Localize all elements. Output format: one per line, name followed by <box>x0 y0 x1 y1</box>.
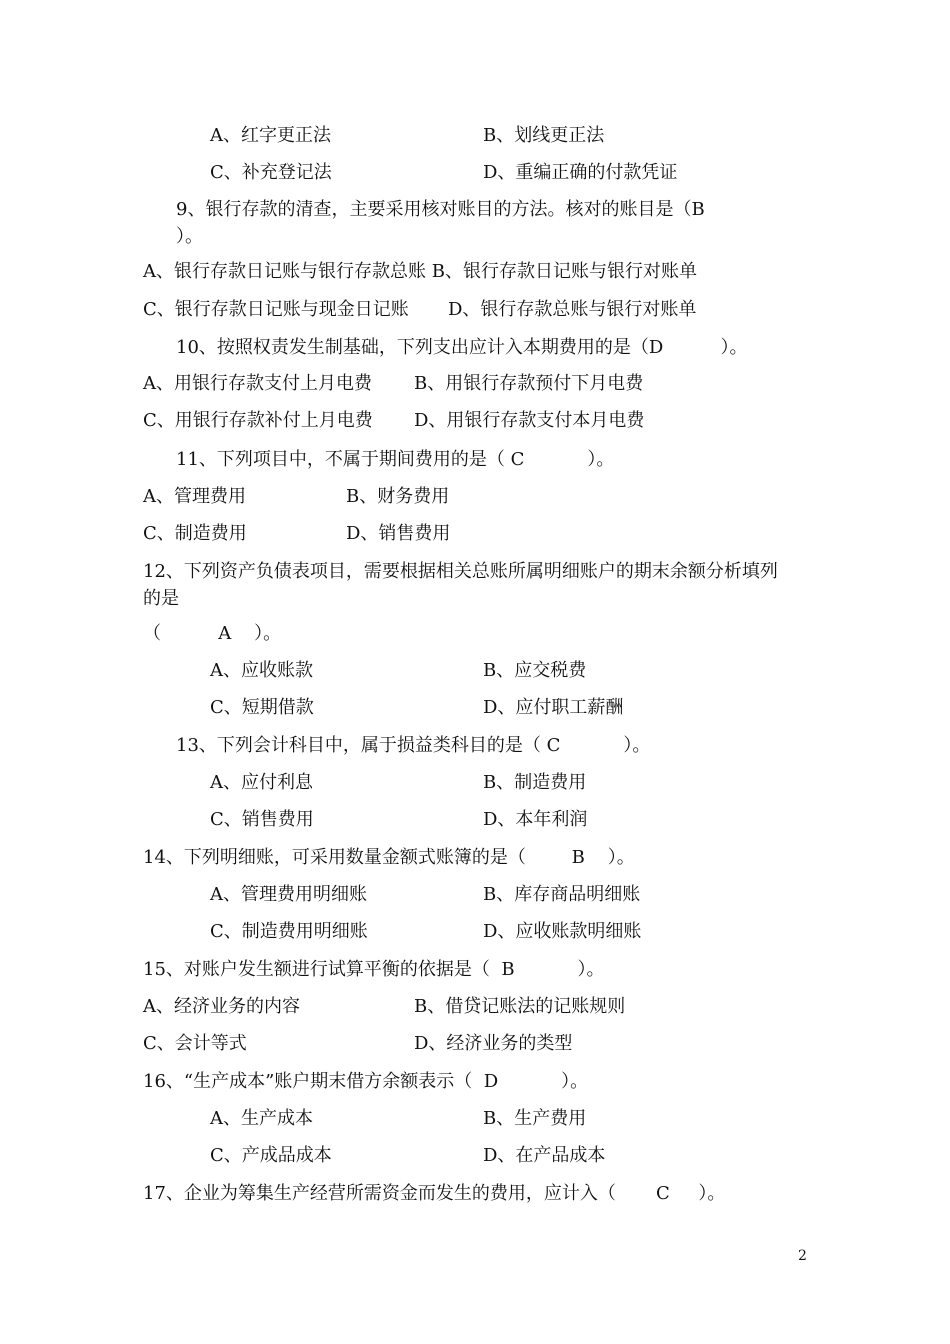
q14-stem: 14、下列明细账，可采用数量金额式账簿的是（ B ）。 <box>143 847 635 868</box>
q9-options-ab: A、银行存款日记账与银行存款总账 B、银行存款日记账与银行对账单 <box>143 261 697 282</box>
q13-option-a: A、应付利息 <box>210 772 313 793</box>
q9-option-c: C、银行存款日记账与现金日记账 <box>143 299 409 320</box>
q10-option-a: A、用银行存款支付上月电费 <box>143 373 372 394</box>
q10-option-c: C、用银行存款补付上月电费 <box>143 410 373 431</box>
q12-option-a: A、应收账款 <box>210 660 313 681</box>
q12-option-c: C、短期借款 <box>210 697 314 718</box>
q14-option-d: D、应收账款明细账 <box>483 921 642 942</box>
q10-stem: 10、按照权责发生制基础，下列支出应计入本期费用的是（D ）。 <box>176 337 748 358</box>
q11-option-a: A、管理费用 <box>143 486 246 507</box>
q9-option-d: D、银行存款总账与银行对账单 <box>448 299 697 320</box>
q11-option-c: C、制造费用 <box>143 523 247 544</box>
q11-option-b: B、财务费用 <box>346 486 450 507</box>
q8-option-b: B、划线更正法 <box>483 125 605 146</box>
q8-option-d: D、重编正确的付款凭证 <box>483 162 678 183</box>
q12-stem: 12、下列资产负债表项目，需要根据相关总账所属明细账户的期末余额分析填列 <box>143 561 778 582</box>
q14-option-c: C、制造费用明细账 <box>210 921 368 942</box>
q12-option-d: D、应付职工薪酬 <box>483 697 624 718</box>
q15-option-c: C、会计等式 <box>143 1033 247 1054</box>
q11-stem: 11、下列项目中，不属于期间费用的是（ C ）。 <box>176 449 615 470</box>
q14-option-b: B、库存商品明细账 <box>483 884 641 905</box>
q15-stem: 15、对账户发生额进行试算平衡的依据是（ B ）。 <box>143 959 605 980</box>
q9-stem: 9、银行存款的清查，主要采用核对账目的方法。核对的账目是（B <box>176 199 705 220</box>
q9-stem-cont: ）。 <box>176 226 203 247</box>
q16-stem: 16、“生产成本”账户期末借方余额表示（ D ）。 <box>143 1071 589 1092</box>
q16-option-d: D、在产品成本 <box>483 1145 606 1166</box>
q15-option-a: A、经济业务的内容 <box>143 996 300 1017</box>
q16-option-c: C、产成品成本 <box>210 1145 332 1166</box>
q11-option-d: D、销售费用 <box>346 523 451 544</box>
q15-option-b: B、借贷记账法的记账规则 <box>414 996 626 1017</box>
q13-option-d: D、本年利润 <box>483 809 588 830</box>
q8-option-c: C、补充登记法 <box>210 162 332 183</box>
q13-stem: 13、下列会计科目中，属于损益类科目的是（ C ）。 <box>176 735 651 756</box>
q16-option-a: A、生产成本 <box>210 1108 313 1129</box>
q14-option-a: A、管理费用明细账 <box>210 884 367 905</box>
q16-option-b: B、生产费用 <box>483 1108 587 1129</box>
q15-option-d: D、经济业务的类型 <box>414 1033 573 1054</box>
q13-option-c: C、销售费用 <box>210 809 314 830</box>
q10-option-d: D、用银行存款支付本月电费 <box>414 410 645 431</box>
page-number: 2 <box>798 1248 807 1264</box>
q12-option-b: B、应交税费 <box>483 660 587 681</box>
q8-option-a: A、红字更正法 <box>210 125 331 146</box>
q17-stem: 17、企业为筹集生产经营所需资金而发生的费用，应计入（ C ）。 <box>143 1183 726 1204</box>
q13-option-b: B、制造费用 <box>483 772 587 793</box>
q10-option-b: B、用银行存款预付下月电费 <box>414 373 644 394</box>
q12-stem-cont: 的是 <box>143 588 179 609</box>
q12-answer: （ A ）。 <box>143 623 282 644</box>
